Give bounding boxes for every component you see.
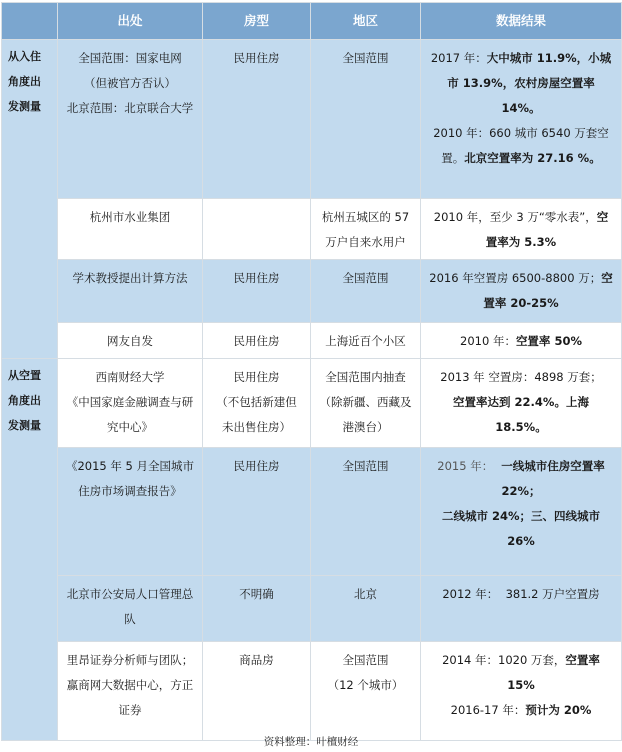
type-cell: [203, 576, 311, 642]
result-text: 2010 年：660 城市 6540 万套空: [433, 126, 609, 140]
table-row: [2, 260, 622, 323]
source-cell: [58, 359, 203, 448]
group-label: [2, 40, 58, 359]
result-text: 2010 年，至少 3 万“零水表”，: [433, 210, 597, 224]
result-line: [425, 454, 617, 479]
result-cell: [421, 642, 622, 741]
result-highlight: 空置率 50%: [515, 334, 582, 348]
source-cell-line: 杭州市水业集团: [89, 210, 171, 224]
type-cell-line: 民用住房: [233, 271, 280, 285]
type-cell: [203, 199, 311, 260]
source-cell-line: 全国范围：国家电网: [78, 51, 182, 65]
region-cell-line: 全国范围: [342, 271, 389, 285]
type-cell-line: （不包括新建但: [216, 395, 297, 409]
source-cell: [58, 40, 203, 199]
type-cell-line: 未出售住房）: [222, 420, 291, 434]
group-label-line: 发测量: [8, 100, 41, 113]
result-line: [425, 415, 617, 440]
result-text: 2016 年空置房 6500-8800 万；: [429, 271, 602, 285]
result-text: 2015 年：: [437, 459, 494, 473]
result-line: [425, 698, 617, 723]
region-cell-line: 杭州五城区的 57: [321, 210, 410, 224]
group-label: [2, 359, 58, 741]
result-highlight: 14%。: [501, 101, 541, 115]
source-cell-line: 证券: [118, 703, 142, 717]
result-highlight: 北京空置率为 27.16 %。: [464, 151, 601, 165]
result-line: [425, 230, 617, 255]
result-line: [425, 390, 617, 415]
table-row: [2, 323, 622, 359]
table-row: [2, 642, 622, 741]
region-cell: [311, 199, 421, 260]
result-text: 2010 年：: [460, 334, 516, 348]
source-cell-line: 住房市场调查报告》: [78, 484, 182, 498]
header-source: 出处: [58, 3, 203, 40]
result-line: [425, 329, 617, 354]
source-cell: [58, 260, 203, 323]
result-line: [425, 205, 617, 230]
result-line: [425, 504, 617, 529]
type-cell: [203, 642, 311, 741]
source-cell-line: 西南财经大学: [95, 370, 165, 384]
result-highlight: 18.5%。: [495, 420, 547, 434]
result-line: [425, 96, 617, 121]
type-cell-line: 不明确: [239, 587, 274, 601]
region-cell-line: 全国范围内抽查: [325, 370, 406, 384]
header-corner: [2, 3, 58, 40]
header-result: 数据结果: [421, 3, 622, 40]
type-cell: [203, 323, 311, 359]
result-highlight: 二线城市 24%；三、四线城市: [441, 509, 601, 523]
type-cell: [203, 359, 311, 448]
table-header-row: [2, 3, 622, 40]
source-cell-line: 《中国家庭金融调查与研: [66, 395, 194, 409]
region-cell-line: 北京: [354, 587, 377, 601]
source-cell-line: 究中心》: [107, 420, 153, 434]
region-cell-line: 上海近百个小区: [325, 334, 406, 348]
table-row: [2, 448, 622, 576]
result-highlight: 市 13.9%，农村房屋空置率: [447, 76, 595, 90]
source-cell-line: 网友自发: [107, 334, 153, 348]
result-line: [425, 673, 617, 698]
region-cell-line: 全国范围: [342, 653, 389, 667]
result-line: [425, 146, 617, 171]
region-cell: [311, 359, 421, 448]
region-cell-line: （12 个城市）: [327, 678, 404, 692]
result-cell: [421, 576, 622, 642]
result-highlight: 26%: [507, 534, 535, 548]
source-cell-line: 北京范围：北京联合大学: [66, 101, 194, 115]
result-highlight: 置率 20-25%: [483, 296, 559, 310]
source-cell-line: 赢商网大数据中心，方正: [66, 678, 194, 692]
result-line: [425, 121, 617, 146]
result-text: 2017 年：: [430, 51, 487, 65]
source-footer: 资料整理：叶檀财经: [263, 736, 359, 748]
result-cell: [421, 199, 622, 260]
result-text: 2014 年：1020 万套，: [442, 653, 566, 667]
table-row: [2, 199, 622, 260]
table-row: [2, 40, 622, 199]
region-cell: [311, 40, 421, 199]
region-cell: [311, 260, 421, 323]
result-highlight: 15%: [507, 678, 535, 692]
result-cell: [421, 448, 622, 576]
result-text: 2016-17 年：: [450, 703, 526, 717]
region-cell: [311, 448, 421, 576]
result-cell: [421, 323, 622, 359]
result-highlight: 置率为 5.3%: [485, 235, 557, 249]
type-cell: [203, 260, 311, 323]
result-highlight: 空置率达到 22.4%。上海: [453, 395, 589, 409]
region-cell-line: （除新疆、西藏及: [319, 395, 412, 409]
result-line: [425, 291, 617, 316]
source-cell-line: 学术教授提出计算方法: [72, 271, 188, 285]
source-cell-line: 队: [124, 612, 136, 626]
group-label-line: 从入住: [8, 50, 41, 63]
source-cell-line: （但被官方否认）: [84, 76, 176, 90]
type-cell-line: 民用住房: [233, 459, 280, 473]
region-cell: [311, 642, 421, 741]
result-line: [425, 648, 617, 673]
group-label-line: 角度出: [8, 75, 41, 88]
result-line: [425, 582, 617, 607]
vacancy-data-table: [1, 2, 622, 741]
source-cell: [58, 199, 203, 260]
type-cell-line: 民用住房: [233, 334, 280, 348]
result-line: [425, 529, 617, 554]
region-cell: [311, 323, 421, 359]
result-cell: [421, 359, 622, 448]
table-row: [2, 576, 622, 642]
header-region: 地区: [311, 3, 421, 40]
result-cell: [421, 260, 622, 323]
region-cell-line: 全国范围: [342, 51, 389, 65]
type-cell-line: 民用住房: [233, 370, 280, 384]
result-highlight: 空: [601, 271, 613, 285]
result-text: 置。: [441, 151, 465, 165]
result-cell: [421, 40, 622, 199]
result-line: [425, 71, 617, 96]
region-cell-line: 港澳台）: [342, 420, 389, 434]
result-text: 2013 年 空置房：4898 万套；: [440, 370, 602, 384]
region-cell: [311, 576, 421, 642]
result-highlight: 空置率: [565, 653, 600, 667]
result-highlight: 一线城市住房空置率: [493, 459, 605, 473]
source-cell: [58, 323, 203, 359]
type-cell: [203, 448, 311, 576]
type-cell: [203, 40, 311, 199]
source-cell: [58, 642, 203, 741]
region-cell-line: 全国范围: [342, 459, 389, 473]
source-cell: [58, 576, 203, 642]
result-line: [425, 365, 617, 390]
source-cell: [58, 448, 203, 576]
result-line: [425, 46, 617, 71]
type-cell-line: 民用住房: [233, 51, 280, 65]
result-line: [425, 266, 617, 291]
result-line: [425, 479, 617, 504]
header-type: 房型: [203, 3, 311, 40]
source-cell-line: 北京市公安局人口管理总: [66, 587, 194, 601]
source-cell-line: 里昂证券分析师与团队；: [66, 653, 194, 667]
group-label-line: 从空置: [8, 369, 41, 382]
result-text: 2012 年： 381.2 万户空置房: [442, 587, 600, 601]
result-highlight: 空: [596, 210, 609, 224]
region-cell-line: 万户自来水用户: [325, 235, 406, 249]
result-highlight: 22%；: [501, 484, 541, 498]
type-cell-line: 商品房: [239, 653, 274, 667]
source-cell-line: 《2015 年 5 月全国城市: [65, 459, 195, 473]
group-label-line: 发测量: [8, 419, 41, 432]
group-label-line: 角度出: [8, 394, 41, 407]
result-highlight: 大中城市 11.9%，小城: [486, 51, 612, 65]
table-row: [2, 359, 622, 448]
result-highlight: 预计为 20%: [525, 703, 592, 717]
